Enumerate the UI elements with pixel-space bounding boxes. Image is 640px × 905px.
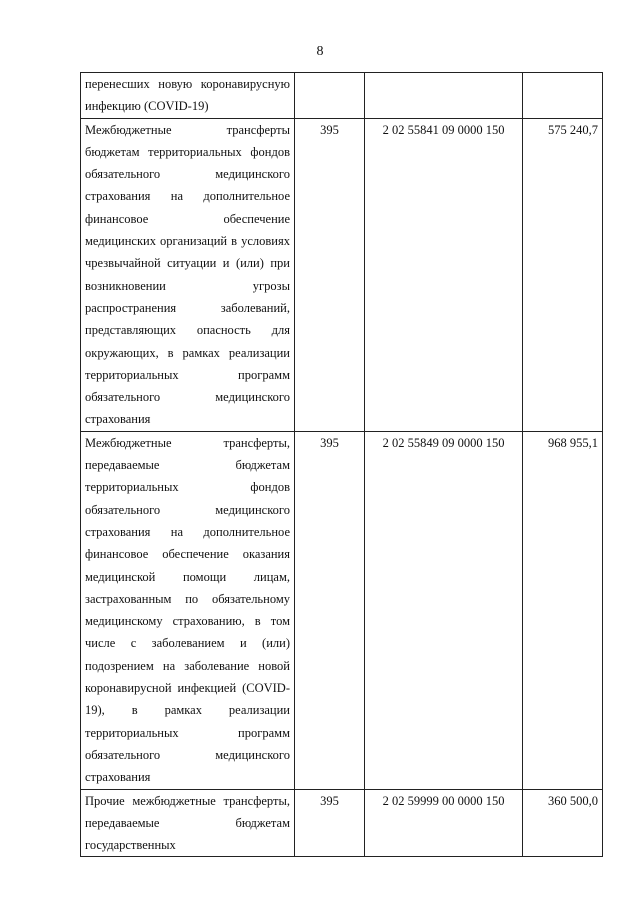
row-name-cell: Межбюджетные трансферты бюджетам территориальных фондов обязательного медицинского страхования на дополнительное финансовое обеспечение медицинских организаций в условиях чрезвычайной ситуации и (или) при возникновении угрозы распространения заболеваний, представляющих опасность для окружающих, в рамках реализации территориальных программ обязательного медицинского страхования	[81, 118, 295, 431]
table-row	[81, 118, 603, 431]
amount-cell: 360 500,0	[523, 789, 603, 857]
page-number: 8	[316, 44, 324, 59]
budget-code-cell: 2 02 55849 09 0000 150	[365, 431, 523, 789]
budget-table	[80, 72, 603, 857]
amount-cell: 968 955,1	[523, 431, 603, 789]
amount-cell: 575 240,7	[523, 118, 603, 431]
admin-code-cell: 395	[295, 118, 365, 431]
table-row	[81, 789, 603, 857]
row-name-cell: перенесших новую коронавирусную инфекцию (COVID-19)	[81, 73, 295, 119]
budget-code-cell: 2 02 59999 00 0000 150	[365, 789, 523, 857]
budget-code-cell: 2 02 55841 09 0000 150	[365, 118, 523, 431]
admin-code-cell: 395	[295, 789, 365, 857]
row-name-cell: Прочие межбюджетные трансферты, передаваемые бюджетам государственных	[81, 789, 295, 857]
budget-code-cell	[365, 73, 523, 119]
row-name-cell: Межбюджетные трансферты, передаваемые бюджетам территориальных фондов обязательного медицинского страхования на дополнительное финансовое обеспечение оказания медицинской помощи лицам, застрахованным по обязательному медицинскому страхованию, в том числе с заболеванием и (или) подозрением на заболевание новой коронавирусной инфекцией (COVID-19), в рамках реализации территориальных программ обязательного медицинского страхования	[81, 431, 295, 789]
admin-code-cell	[295, 73, 365, 119]
table-row	[81, 73, 603, 119]
table-row	[81, 431, 603, 789]
admin-code-cell: 395	[295, 431, 365, 789]
amount-cell	[523, 73, 603, 119]
